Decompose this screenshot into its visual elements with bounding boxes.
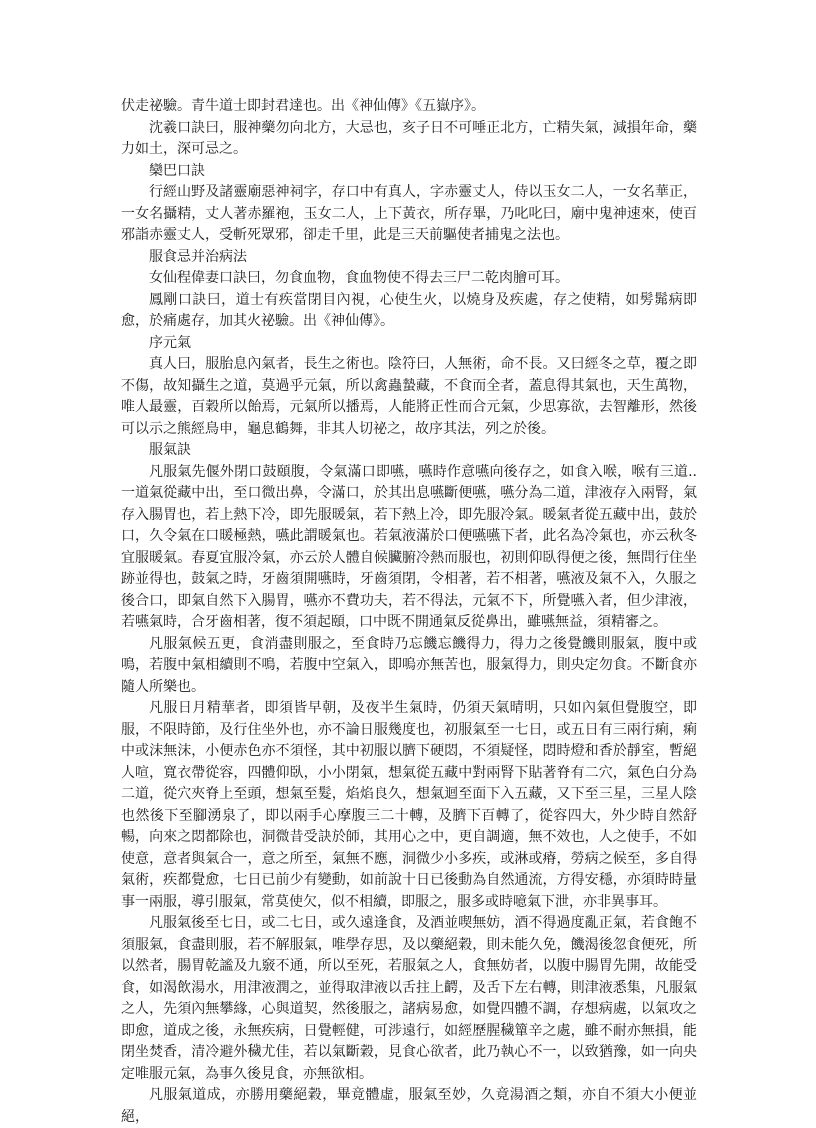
- section-heading: 序元氣: [149, 334, 191, 351]
- section-heading: 欒巴口訣: [149, 162, 205, 179]
- paragraph: 女仙程偉妻口訣曰，勿食血物，食血物使不得去三尸二乾肉膾可耳。: [149, 270, 569, 286]
- paragraph: 鳳剛口訣曰，道士有疾當閉目內視，心使生火，以燒身及疾處，存之使精，如髣髴病即愈，於痛處存，加其火祕驗。出《神仙傳》。: [121, 291, 697, 329]
- paragraph: 凡服氣候五更，食消盡則服之，至食時乃忘饑忘饑得力，得力之後覺饑則服氣，腹中或鳴，若腹中氣相續則不鳴，若腹中空氣入，即嗚亦無苦也，服氣得力，則央定勿食。不斷食亦隨人所樂也。: [121, 635, 697, 695]
- section-heading: 服食忌并治病法: [149, 248, 247, 265]
- document-body: [121, 96, 697, 1128]
- paragraph: 凡服氣後至七日，或二七日，或久遠逢食，及酒並喫無妨，酒不得過度亂正氣，若食飽不須服氣，食盡則服，若不解服氣，唯學存思，及以藥絕穀，則未能久免，饑渴後忽食便死，所以然者，腸胃乾謐及九竅不通，所以至死，若服氣之人，食無妨者，以腹中腸胃先開，故能受食，如渴飲湯水，用津液潤之，並得取津液以舌拄上齶，及舌下左右轉，則津液悉集，凡服氣之人，先須內無攀緣，心與道契，然後服之，諸病易愈，如覺四體不調，存想病處，以氣攻之即愈，道成之後，永無疾病，日覺輕健，可涉遠行，如經歷腥穢簞辛之處，雖不耐亦無損，能閉坐焚香，清冷避外穢尤佳，若以氣斷穀，見食心欲者，此乃執心不一，以致猶豫，如一向央定唯服元氣，為事久後見食，亦無欲相。: [121, 915, 697, 1082]
- paragraph: 凡服氣先偃外閉口鼓頤腹，令氣滿口即嚥，嚥時作意嚥向後存之，如食入喉，喉有三道..一道氣從藏中出，至口微出鼻，令滿口，於其出息嚥斷便嚥，嚥分為二道，津液存入兩腎，氣存入腸胃也，若上熱下冷，即先服暖氣，若下熱上冷，即先服冷氣。暖氣者從五藏中出，鼓於口，久令氣在口暖極熱，嚥此謂暖氣也。若氣液滿於口便嚥嚥下者，此名為冷氣也，亦云秋冬宜服暖氣。春夏宜服冷氣，亦云於人體自候臟腑冷熱而服也，初則仰臥得便之後，無問行住坐跡並得也，鼓氣之時，牙齒須開嚥時，牙齒須閉，令相著，若不相著，嚥液及氣不入，久服之後合口，即氣自然下入腸胃，嚥亦不費功夫，若不得法，元氣不下，所覺嚥入者，但少津液，若嚥氣時，合牙齒相著，復不須起頤，口中既不開通氣反從鼻出，雖嚥無益，須精審之。: [121, 463, 697, 630]
- section-heading: 服氣訣: [149, 442, 191, 458]
- paragraph: 凡服氣道成，亦勝用藥絕穀，畢竟體虛，服氣至妙，久竟湯酒之類，亦自不須大小便並絕，: [121, 1087, 697, 1125]
- paragraph: 真人曰，服胎息內氣者，長生之術也。陰符曰，人無術，命不長。又曰經冬之草，覆之即不傷，故知攝生之道，莫過乎元氣，所以禽蟲蟄藏，不食而全者，蓋息得其氣也，天生萬物，唯人最靈，百穀所以飴焉，元氣所以播焉，人能將正性而合元氣，少思寡欲，去智離形，然後可以示之熊經鳥申，龜息鶴舞，非其人切祕之，故序其法，列之於後。: [121, 356, 697, 437]
- paragraph: 伏走祕驗。青牛道士即封君達也。出《神仙傳》《五嶽序》。: [121, 98, 485, 114]
- paragraph: 凡服日月精華者，即須皆早朝，及夜半生氣時，仍須天氣晴明，只如內氣但覺腹空，即服，不限時節，及行住坐外也，亦不論日服幾度也，初服氣至一七日，或五日有三兩行痢，痢中或沫無沫，小便赤色亦不須怪，其中初服以臍下硬悶，不須疑怪，悶時燈和香於靜室，暫絕人喧，寬衣帶從容，四體仰臥，小小閉氣，想氣從五藏中對兩腎下貼著脊有二穴，氣色白分為二道，從穴夾脊上至頭，想氣至髮，焰焰良久，想氣迴至面下入五藏，又下至三星，三星人陰也然後下至腳湧泉了，即以兩手心摩腹三二十轉，及臍下百轉了，從容四大，外少時自然舒暢，向來之悶都除也，洞微昔受訣於師，其用心之中，更自調適，無不效也，人之使手，不如使意，意者與氣合一，意之所至，氣無不應，洞微少小多疾，或淋或瘠，勞病之候至，多自得氣術，疾都覺愈，七日已前少有變動，如前說十日已後動為自然通流，方得安穩，亦須時時量事一兩服，導引服氣，常莫使欠，似不相續，即服之，服多或時噫氣下泄，亦非異事耳。: [121, 700, 697, 910]
- paragraph: 行經山野及諸靈廟惡神祠字，存口中有真人，字赤靈丈人，侍以玉女二人，一女名華正，一女名攝精，丈人著赤羅袍，玉女二人，上下黃衣，所存畢，乃叱叱曰，廟中鬼神速來，使百邪詣赤靈丈人，受斬死眾邪，卻走千里，此是三天前驅使者捕鬼之法也。: [121, 184, 697, 243]
- paragraph: 沈羲口訣曰，服神藥勿向北方，大忌也，亥子日不可唾正北方，亡精失氣，減損年命，藥力如土，深可忌之。: [121, 119, 697, 157]
